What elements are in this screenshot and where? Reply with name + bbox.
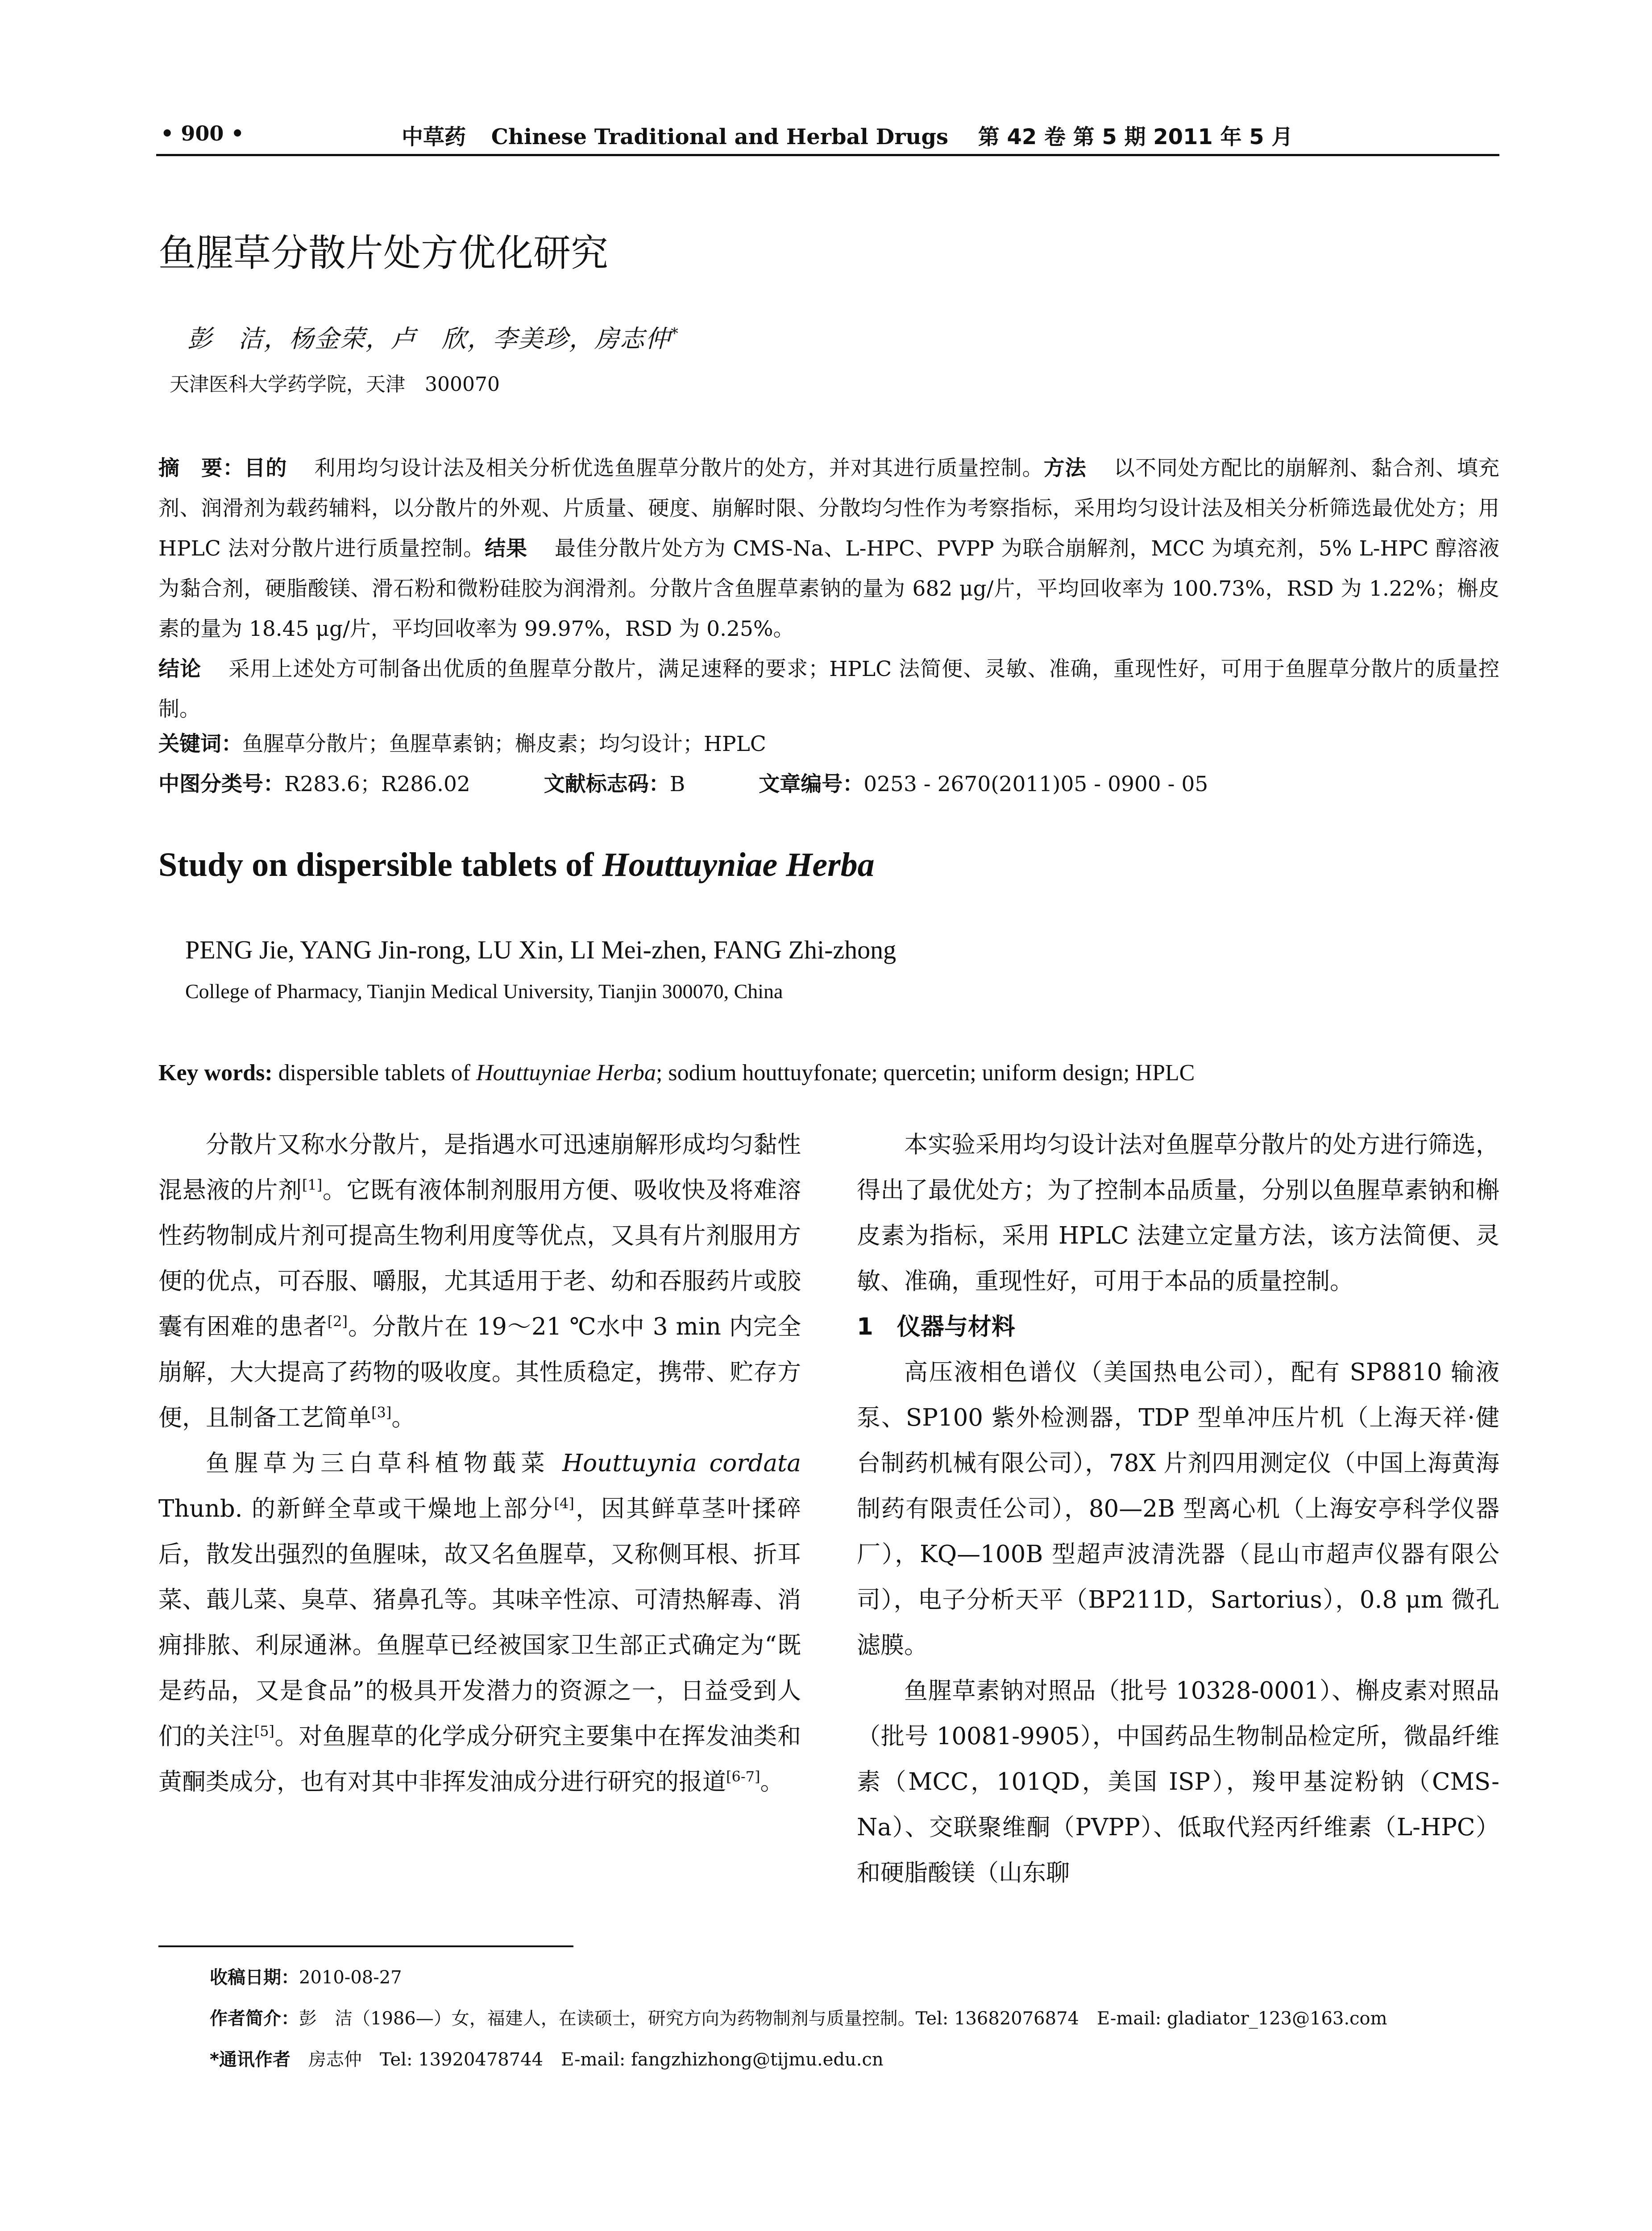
title-en-italic: Houttuyniae Herba	[602, 846, 875, 883]
keywords-en	[158, 1060, 1195, 1086]
method-text: 以不同处方配比的崩解剂、黏合剂、填充剂、润滑剂为载药辅料，以分散片的外观、片质量、硬度、崩解时限、分散均匀性作为考察指标，采用均匀设计法及相关分析筛选最优处方；用 HPLC 法对分散片进行质量控制。	[158, 456, 1500, 561]
author-list-cn: 彭 洁，杨金荣，卢 欣，李美珍，房志仲	[187, 324, 671, 353]
citation[interactable]: [6-7]	[726, 1768, 760, 1785]
issue-info: 第 42 卷 第 5 期 2011 年 5 月	[978, 124, 1293, 149]
affiliation-cn: 天津医科大学药学院，天津 300070	[170, 373, 500, 396]
footnote-corresponding-author: *通讯作者 房志仲 Tel: 13920478744 E-mail: fangzhizhong@tijmu.edu.cn	[210, 2049, 884, 2070]
abstract	[158, 448, 1499, 730]
body-paragraph: 高压液相色谱仪（美国热电公司），配有 SP8810 输液泵、SP100 紫外检测器，TDP 型单冲压片机（上海天祥·健台制药机械有限公司），78X 片剂四用测定仪（中国上海黄海制药有限责任公司），80—2B 型离心机（上海安亭科学仪器厂），KQ—100B 型超声波清洗器（昆山市超声仪器有限公司），电子分析天平（BP211D，Sartorius），0.8 μm 微孔滤膜。	[857, 1359, 1499, 1659]
running-header	[402, 120, 1293, 150]
result-text: 最佳分散片处方为 CMS-Na、L-HPC、PVPP 为联合崩解剂，MCC 为填充剂，5% L-HPC 醇溶液为黏合剂，硬脂酸镁、滑石粉和微粉硅胶为润滑剂。分散片含鱼腥草素钠的量为 682 μg/片，平均回收率为 100.73%，RSD 为 1.22%；槲皮素的量为 18.45 μg/片，平均回收率为 99.97%，RSD 为 0.25%。	[158, 536, 1499, 641]
footnote-received: 收稿日期：2010-08-27	[210, 1967, 402, 1988]
authors-cn	[187, 319, 679, 354]
objective-text: 利用均匀设计法及相关分析优选鱼腥草分散片的处方，并对其进行质量控制。	[314, 456, 1044, 481]
citation[interactable]: [3]	[371, 1404, 392, 1421]
article-number: 0253 - 2670(2011)05 - 0900 - 05	[863, 772, 1208, 796]
keywords-cn	[158, 727, 766, 757]
article-number-label: 文章编号：	[759, 772, 864, 796]
clc-label: 中图分类号：	[158, 772, 284, 796]
page-number: • 900 •	[161, 121, 244, 145]
keywords-label-cn: 关键词：	[158, 732, 242, 756]
title-en-prefix: Study on dispersible tablets of	[158, 846, 602, 883]
body-paragraph: 分散片又称水分散片，是指遇水可迅速崩解形成均匀黏性混悬液的片剂[1]。它既有液体制剂服用方便、吸收快及将难溶性药物制成片剂可提高生物利用度等优点，又具有片剂服用方便的优点，可吞服、嚼服，尤其适用于老、幼和吞服药片或胶囊有困难的患者[2]。分散片在 19～21 ℃水中 3 min 内完全崩解，大大提高了药物的吸收度。其性质稳定，携带、贮存方便，且制备工艺简单[3]。	[158, 1131, 801, 1431]
citation[interactable]: [4]	[554, 1495, 574, 1512]
body-paragraph: 鱼腥草为三白草科植物蕺菜 Houttuynia cordata Thunb. 的新鲜全草或干燥地上部分[4]，因其鲜草茎叶揉碎后，散发出强烈的鱼腥味，故又名鱼腥草，又称侧耳根、折耳菜、蕺儿菜、臭草、猪鼻孔等。其味辛性凉、可清热解毒、消痈排脓、利尿通淋。鱼腥草已经被国家卫生部正式确定为“既是药品，又是食品”的极具开发潜力的资源之一，日益受到人们的关注[5]。对鱼腥草的化学成分研究主要集中在挥发油类和黄酮类成分，也有对其中非挥发油成分进行研究的报道[6-7]。	[158, 1450, 801, 1796]
footnote-rule	[158, 1945, 573, 1947]
article-title-cn: 鱼腥草分散片处方优化研究	[158, 231, 609, 275]
body-paragraph: 本实验采用均匀设计法对鱼腥草分散片的处方进行筛选，得出了最优处方；为了控制本品质量，分别以鱼腥草素钠和槲皮素为指标，采用 HPLC 法建立定量方法，该方法简便、灵敏、准确，重现性好，可用于本品的质量控制。	[857, 1131, 1499, 1295]
conclusion-label: 结论	[158, 657, 202, 681]
doc-code-label: 文献标志码：	[544, 772, 670, 796]
journal-name-cn: 中草药	[402, 124, 466, 149]
body-column-right	[857, 1122, 1499, 1896]
keywords-en-post: ; sodium houttuyfonate; quercetin; uniform design; HPLC	[656, 1060, 1195, 1086]
body-column-left	[158, 1122, 801, 1805]
conclusion-text: 采用上述处方可制备出优质的鱼腥草分散片，满足速释的要求；HPLC 法简便、灵敏、准确，重现性好，可用于鱼腥草分散片的质量控制。	[158, 657, 1499, 722]
header-rule	[156, 154, 1499, 156]
doc-code: B	[669, 772, 685, 796]
keywords-label-en: Key words:	[158, 1060, 273, 1086]
body-paragraph: 鱼腥草素钠对照品（批号 10328-0001）、槲皮素对照品（批号 10081-9905），中国药品生物制品检定所，微晶纤维素（MCC，101QD，美国 ISP），羧甲基淀粉钠（CMS-Na）、交联聚维酮（PVPP）、低取代羟丙纤维素（L-HPC）和硬脂酸镁（山东聊	[857, 1677, 1499, 1887]
keywords-en-italic: Houttuyniae Herba	[476, 1060, 656, 1086]
journal-name-en: Chinese Traditional and Herbal Drugs	[491, 124, 949, 149]
keywords-en-pre: dispersible tablets of	[272, 1060, 476, 1086]
species-name: Houttuynia cordata	[562, 1450, 801, 1477]
authors-en: PENG Jie, YANG Jin-rong, LU Xin, LI Mei-zhen, FANG Zhi-zhong	[185, 935, 897, 964]
footnote-author-bio: 作者简介：彭 洁（1986—）女，福建人，在读硕士，研究方向为药物制剂与质量控制。Tel: 13682076874 E-mail: gladiator_123@163.com	[210, 2008, 1387, 2029]
affiliation-en: College of Pharmacy, Tianjin Medical University, Tianjin 300070, China	[185, 980, 783, 1003]
article-title-en	[158, 846, 875, 884]
classification-line	[158, 767, 1275, 797]
objective-label: 目的	[244, 456, 287, 481]
keywords-text-cn: 鱼腥草分散片；鱼腥草素钠；槲皮素；均匀设计；HPLC	[242, 732, 766, 756]
result-label: 结果	[485, 536, 528, 561]
citation[interactable]: [2]	[327, 1313, 348, 1330]
corresponding-mark: *	[671, 324, 680, 343]
section-heading: 1 仪器与材料	[857, 1313, 1015, 1340]
abstract-label: 摘 要：	[158, 456, 245, 481]
citation[interactable]: [5]	[254, 1722, 274, 1740]
citation[interactable]: [1]	[302, 1176, 323, 1194]
clc-code: R283.6；R286.02	[284, 772, 470, 796]
method-label: 方法	[1043, 456, 1087, 481]
